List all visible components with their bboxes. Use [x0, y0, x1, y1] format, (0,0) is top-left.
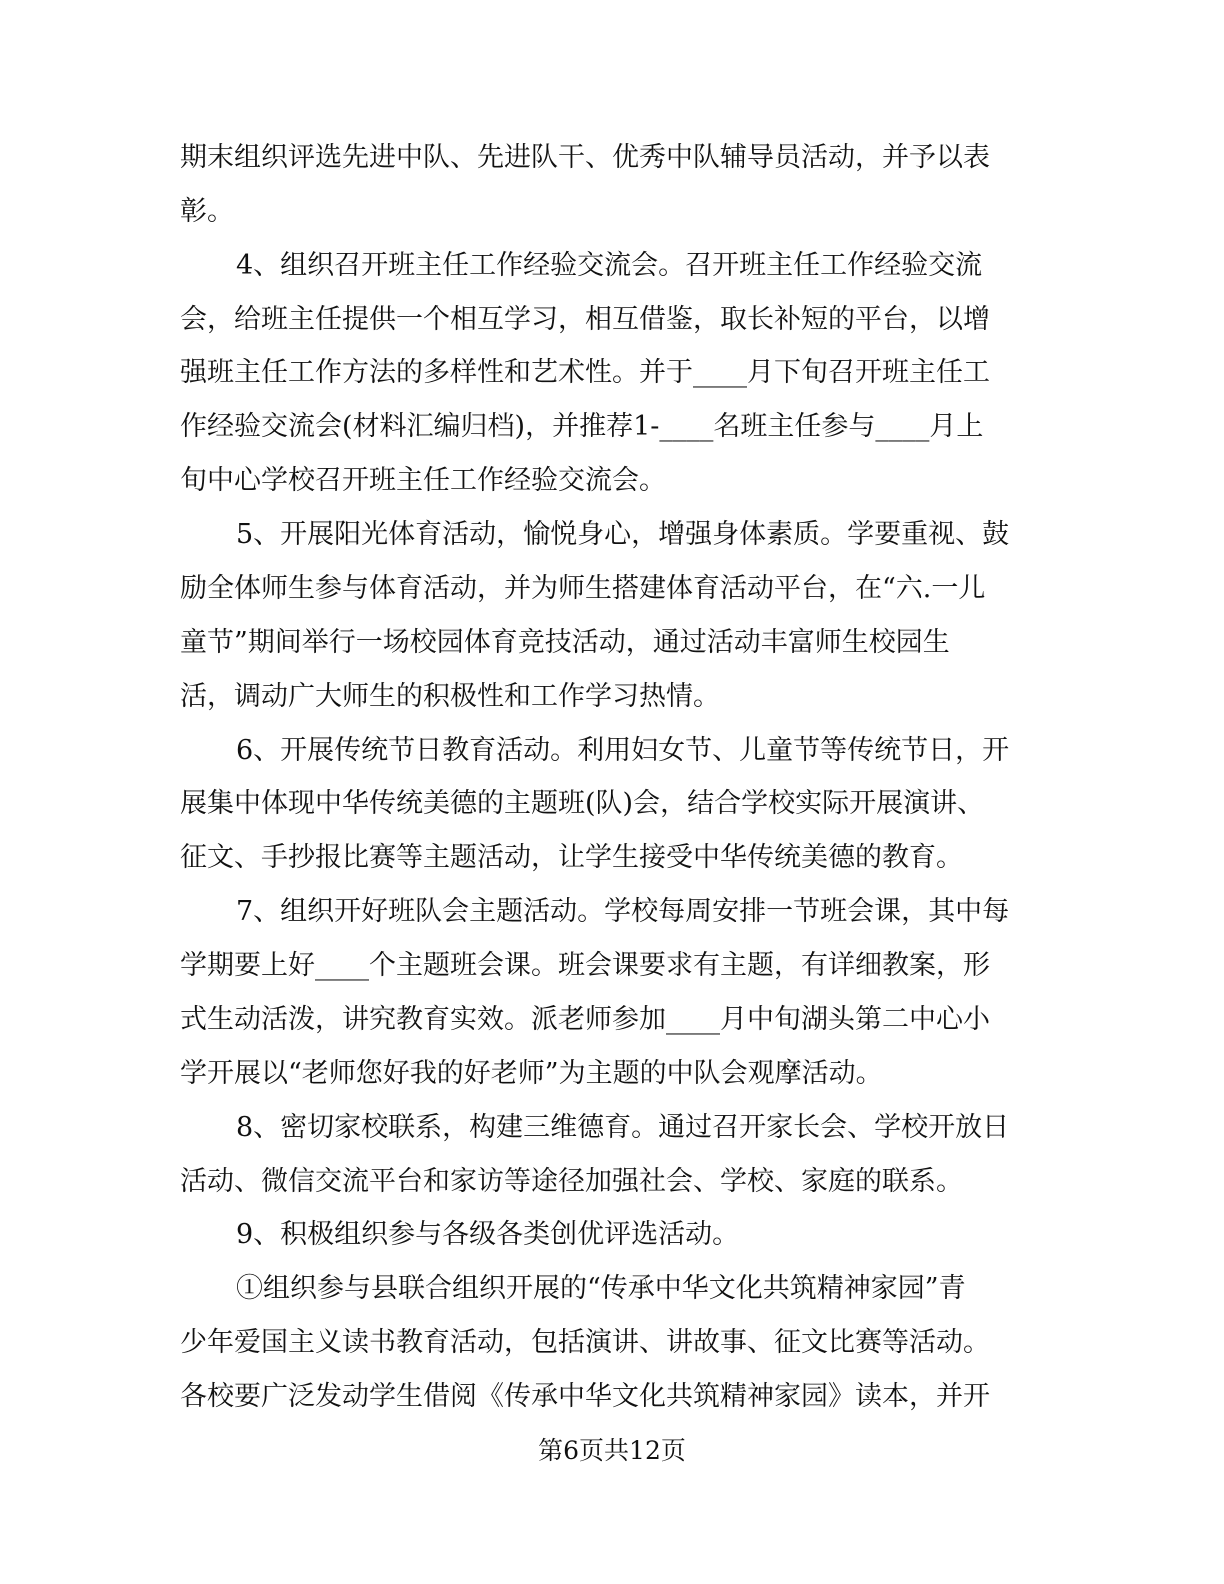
text-line: 作经验交流会(材料汇编归档)，并推荐1-____名班主任参与____月上	[180, 411, 984, 442]
text-line: 彰。	[180, 196, 234, 227]
text-line: 活，调动广大师生的积极性和工作学习热情。	[180, 681, 720, 712]
text-line: 励全体师生参与体育活动，并为师生搭建体育活动平台，在“六.一儿	[180, 573, 986, 604]
text-line: 各校要广泛发动学生借阅《传承中华文化共筑精神家园》读本，并开	[180, 1381, 990, 1412]
text-line: 式生动活泼，讲究教育实效。派老师参加____月中旬湖头第二中心小	[180, 1004, 990, 1035]
paragraph-7-start: 7、组织开好班队会主题活动。学校每周安排一节班会课，其中每	[236, 896, 1010, 927]
text-line: 会，给班主任提供一个相互学习，相互借鉴，取长补短的平台，以增	[180, 304, 990, 335]
paragraph-9-start: 9、积极组织参与各级各类创优评选活动。	[236, 1219, 740, 1250]
paragraph-8-start: 8、密切家校联系，构建三维德育。通过召开家长会、学校开放日	[236, 1112, 1010, 1143]
text-line: 征文、手抄报比赛等主题活动，让学生接受中华传统美德的教育。	[180, 842, 963, 873]
text-line: 学开展以“老师您好我的好老师”为主题的中队会观摩活动。	[180, 1058, 883, 1089]
text-line: 活动、微信交流平台和家访等途径加强社会、学校、家庭的联系。	[180, 1166, 963, 1197]
paragraph-5-start: 5、开展阳光体育活动，愉悦身心，增强身体素质。学要重视、鼓	[236, 519, 1010, 550]
sub-item-1-start: ①组织参与县联合组织开展的“传承中华文化共筑精神家园”青	[236, 1273, 966, 1304]
paragraph-6-start: 6、开展传统节日教育活动。利用妇女节、儿童节等传统节日，开	[236, 735, 1010, 766]
text-line: 期末组织评选先进中队、先进队干、优秀中队辅导员活动，并予以表	[180, 142, 990, 173]
text-line: 展集中体现中华传统美德的主题班(队)会，结合学校实际开展演讲、	[180, 788, 985, 819]
page-number-footer: 第6页共12页	[538, 1436, 686, 1465]
text-line: 学期要上好____个主题班会课。班会课要求有主题，有详细教案，形	[180, 950, 990, 981]
text-line: 强班主任工作方法的多样性和艺术性。并于____月下旬召开班主任工	[180, 357, 990, 388]
text-line: 旬中心学校召开班主任工作经验交流会。	[180, 465, 666, 496]
paragraph-4-start: 4、组织召开班主任工作经验交流会。召开班主任工作经验交流	[236, 250, 983, 281]
text-line: 童节”期间举行一场校园体育竞技活动，通过活动丰富师生校园生	[180, 627, 950, 658]
text-line: 少年爱国主义读书教育活动，包括演讲、讲故事、征文比赛等活动。	[180, 1327, 990, 1358]
